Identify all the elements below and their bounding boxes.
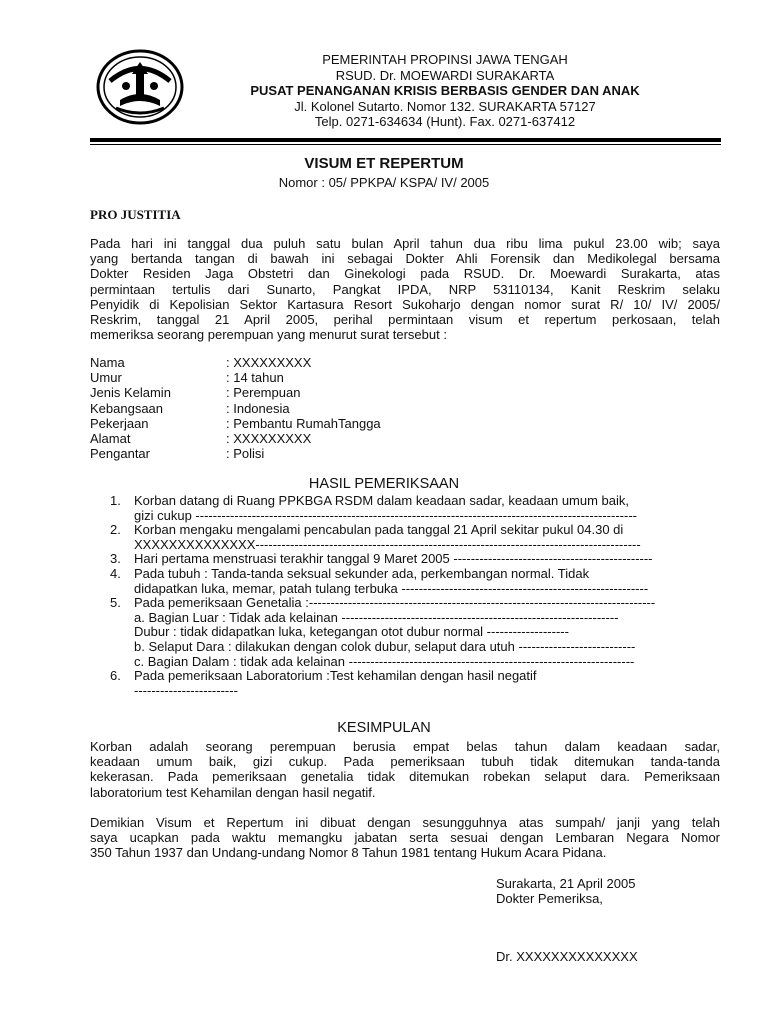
- letterhead-line-1: PEMERINTAH PROPINSI JAWA TENGAH: [322, 52, 568, 67]
- patient-identity: [90, 355, 381, 461]
- identity-value: : XXXXXXXXX: [226, 431, 312, 447]
- closing-line: saya ucapkan pada waktu memangku jabatan serta sesuai dengan Lembaran Negara Nomor: [90, 830, 720, 846]
- letterhead-line-2: RSUD. Dr. MOEWARDI SURAKARTA: [335, 67, 555, 83]
- kesimpulan-heading: KESIMPULAN: [337, 720, 431, 736]
- identity-row: [90, 431, 381, 446]
- identity-key: Umur: [90, 370, 122, 386]
- result-line: 2. Korban mengaku mengalami pencabulan pada tanggal 21 April sekitar pukul 04.30 di: [110, 523, 624, 538]
- result-line: didapatkan luka, memar, patah tulang terbuka ---------------------------------------------------------: [134, 581, 649, 596]
- identity-value: : Perempuan: [226, 385, 301, 401]
- closing-line: Demikian Visum et Repertum ini dibuat dengan sesungguhnya atas sumpah/ janji yang telah: [90, 815, 720, 830]
- identity-row: [90, 385, 381, 400]
- examination-results-list: [110, 494, 722, 698]
- closing-line: 350 Tahun 1937 dan Undang-undang Nomor 8 Tahun 1981 tentang Hukum Acara Pidana.: [90, 845, 607, 861]
- result-line: Dubur : tidak didapatkan luka, ketegangan otot dubur normal -------------------: [134, 625, 569, 640]
- closing-paragraph: [90, 815, 720, 861]
- intro-line: Reskrim, tanggal 21 April 2005, perihal permintaan visum et repertum perkosaan, telah: [90, 312, 720, 328]
- identity-row: [90, 416, 381, 431]
- intro-line: yang bertanda tangan di bawah ini sebagai Dokter Ahli Forensik dan Medikolegal bersama: [90, 251, 720, 267]
- identity-key: Nama: [90, 355, 125, 370]
- signature-role: Dokter Pemeriksa,: [496, 891, 603, 906]
- identity-key: Alamat: [90, 431, 131, 447]
- conclusion-line: keadaan umum baik, gizi cukup. Pada pemeriksaan tubuh tidak ditemukan tanda-tanda: [90, 754, 720, 770]
- intro-line: memeriksa seorang perempuan yang menurut surat tersebut :: [90, 327, 447, 343]
- identity-row: [90, 355, 381, 370]
- conclusion-line: kekerasan. Pada pemeriksaan genetalia tidak ditemukan robekan selaput dara. Pemeriksaan: [90, 769, 720, 785]
- result-line: c. Bagian Dalam : tidak ada kelainan ------------------------------------------------------------------: [134, 654, 635, 669]
- intro-paragraph: [90, 236, 720, 342]
- identity-value: : Polisi: [226, 446, 265, 462]
- result-line: gizi cukup ------------------------------------------------------------------------------------------------------: [134, 508, 637, 523]
- identity-key: Pekerjaan: [90, 415, 149, 431]
- document-title: VISUM ET REPERTUM: [304, 155, 464, 172]
- result-line: ------------------------: [134, 683, 238, 698]
- identity-value: : Pembantu RumahTangga: [226, 415, 381, 431]
- identity-row: [90, 401, 381, 416]
- identity-row: [90, 370, 381, 385]
- intro-line: Dokter Residen Jaga Obstetri dan Ginekologi pada RSUD. Dr. Moewardi Surakarta, atas: [90, 266, 720, 282]
- hasil-pemeriksaan-heading: HASIL PEMERIKSAAN: [308, 476, 460, 492]
- result-line: XXXXXXXXXXXXXX-----------------------------------------------------------------------------------------: [134, 537, 641, 552]
- identity-key: Kebangsaan: [90, 400, 164, 416]
- document-number: Nomor : 05/ PPKPA/ KSPA/ IV/ 2005: [278, 175, 490, 190]
- identity-key: Pengantar: [90, 446, 150, 462]
- letterhead-address: Jl. Kolonel Sutarto. Nomor 132. SURAKARTA 57127: [294, 98, 596, 114]
- result-line: a. Bagian Luar : Tidak ada kelainan ----------------------------------------------------------------: [134, 610, 619, 625]
- identity-value: : XXXXXXXXX: [226, 355, 312, 370]
- header-divider-thin: [90, 144, 721, 145]
- intro-line: Penyidik di Kepolisian Sektor Kartasura Resort Sukoharjo dengan nomor surat R/ 10/ IV/ 2005/: [90, 296, 720, 312]
- letterhead-line-3: PUSAT PENANGANAN KRISIS BERBASIS GENDER DAN ANAK: [250, 83, 640, 98]
- identity-row: [90, 446, 381, 461]
- conclusion-paragraph: [90, 739, 720, 800]
- conclusion-line: laboratorium test Kehamilan dengan hasil negatif.: [90, 784, 376, 800]
- conclusion-line: Korban adalah seorang perempuan berusia empat belas tahun dalam keadaan sadar,: [90, 739, 720, 754]
- result-line: 5. Pada pemeriksaan Genetalia :--------------------------------------------------------------------------------: [110, 596, 656, 611]
- government-seal-logo: [96, 48, 184, 126]
- result-line: 4. Pada tubuh : Tanda-tanda seksual sekunder ada, perkembangan normal. Tidak: [110, 566, 590, 581]
- letterhead: [200, 52, 690, 130]
- pro-justitia-label: PRO JUSTITIA: [90, 207, 181, 222]
- header-divider-thick: [90, 138, 721, 142]
- result-line: 6. Pada pemeriksaan Laboratorium :Test kehamilan dengan hasil negatif: [110, 669, 537, 684]
- signature-place-date: Surakarta, 21 April 2005: [496, 876, 636, 891]
- intro-line: permintaan tertulis dari Sunarto, Pangkat IPDA, NRP 53110134, Kanit Reskrim selaku: [90, 281, 720, 297]
- letterhead-phone: Telp. 0271-634634 (Hunt). Fax. 0271-637412: [314, 114, 576, 129]
- identity-value: : 14 tahun: [226, 370, 284, 386]
- identity-key: Jenis Kelamin: [90, 385, 171, 401]
- signature-name: Dr. XXXXXXXXXXXXXX: [496, 949, 638, 964]
- result-line: 3. Hari pertama menstruasi terakhir tanggal 9 Maret 2005 ----------------------------------------------: [110, 552, 653, 567]
- result-line: b. Selaput Dara : dilakukan dengan colok dubur, selaput dara utuh ---------------------------: [134, 639, 636, 654]
- intro-line: Pada hari ini tanggal dua puluh satu bulan April tahun dua ribu lima pukul 23.00 wib; saya: [90, 236, 720, 251]
- result-line: 1. Korban datang di Ruang PPKBGA RSDM dalam keadaan sadar, keadaan umum baik,: [110, 494, 630, 508]
- identity-value: : Indonesia: [226, 400, 290, 416]
